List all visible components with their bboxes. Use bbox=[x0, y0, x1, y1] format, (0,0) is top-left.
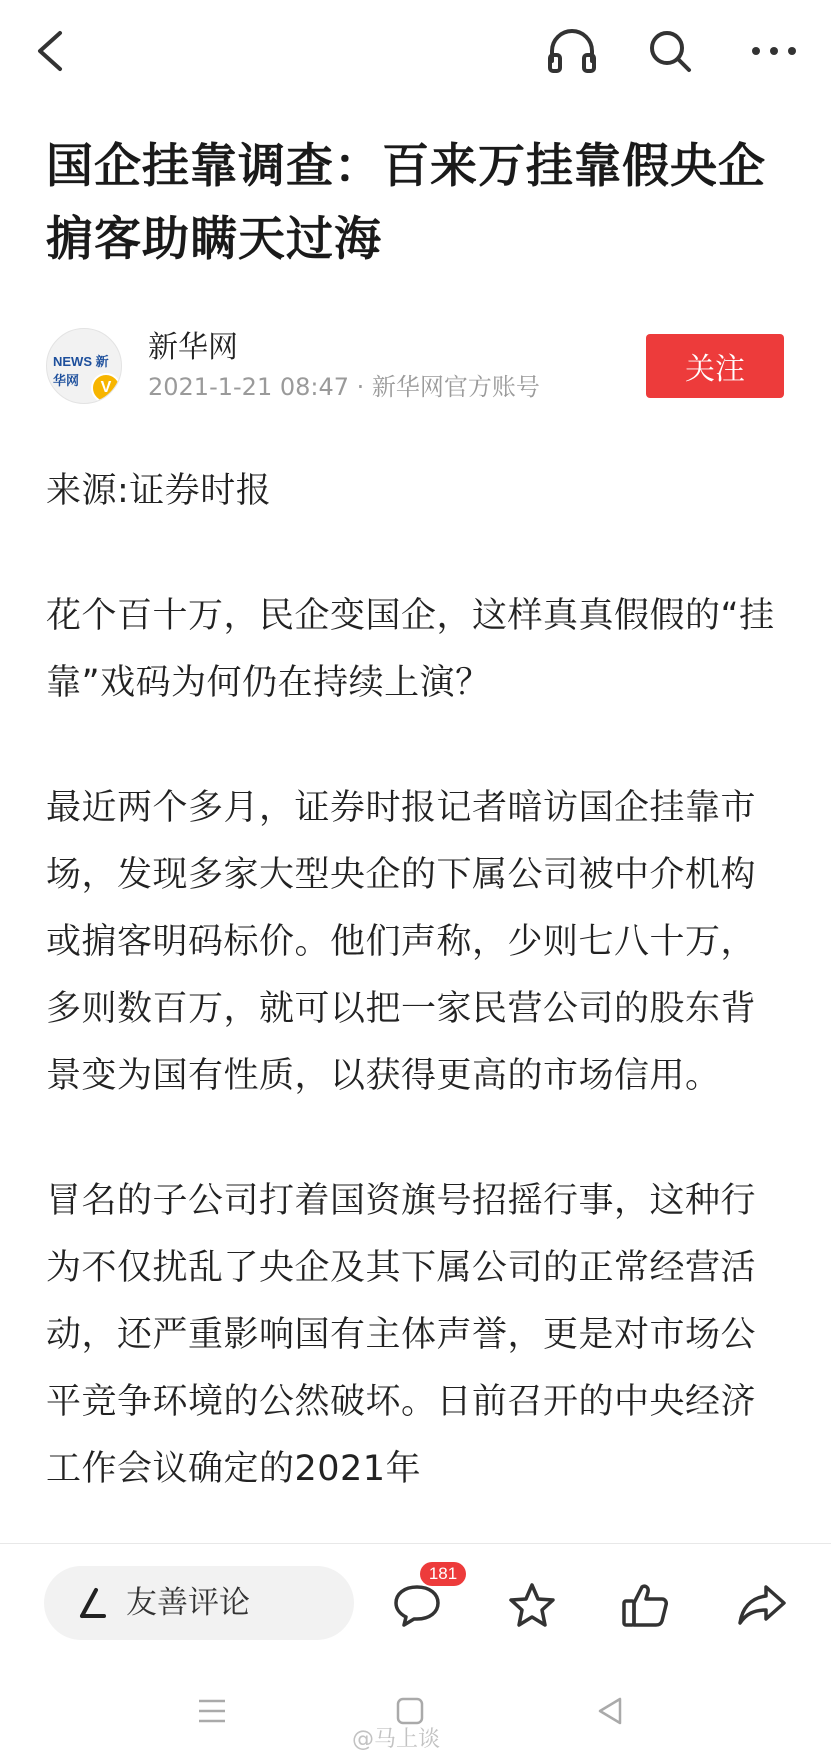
publish-meta: 2021-1-21 08:47 · 新华网官方账号 bbox=[148, 373, 540, 401]
comments-button[interactable] bbox=[382, 1564, 458, 1640]
author-name[interactable]: 新华网 bbox=[148, 330, 238, 365]
search-icon bbox=[647, 28, 693, 74]
comment-icon bbox=[392, 1581, 442, 1629]
share-icon bbox=[736, 1581, 788, 1629]
back-button[interactable] bbox=[20, 18, 80, 84]
comment-input[interactable] bbox=[44, 1566, 354, 1640]
comment-count-badge: 181 bbox=[420, 1562, 466, 1586]
system-back-button[interactable] bbox=[580, 1686, 640, 1736]
article-paragraph: 来源:证券时报 bbox=[46, 471, 272, 511]
star-icon bbox=[507, 1581, 557, 1629]
top-navigation-bar bbox=[0, 0, 831, 100]
share-button[interactable] bbox=[727, 1570, 797, 1640]
article-paragraph: 冒名的子公司打着国资旗号招摇行事，这种行为不仅扰乱了央企及其下属公司的正常经营活动，还严重影响国有主体声誉，更是对市场公平竞争环境的公然破坏。日前召开的中央经济工作会议确定的2021年 bbox=[46, 1181, 757, 1489]
back-triangle-icon bbox=[596, 1696, 624, 1726]
author-info bbox=[46, 328, 786, 408]
author-avatar[interactable] bbox=[46, 328, 122, 404]
thumbs-up-icon bbox=[620, 1581, 670, 1629]
favorite-button[interactable] bbox=[497, 1570, 567, 1640]
pen-icon bbox=[74, 1586, 108, 1620]
home-icon bbox=[396, 1697, 424, 1725]
headphones-icon bbox=[547, 27, 597, 75]
more-horizontal-icon bbox=[750, 45, 798, 57]
article-paragraph: 最近两个多月，证券时报记者暗访国企挂靠市场，发现多家大型央企的下属公司被中介机构或掮客明码标价。他们声称，少则七八十万，多则数百万，就可以把一家民营公司的股东背景变为国有性质，以获得更高的市场信用。 bbox=[46, 788, 757, 1096]
avatar-logo-text: NEWS 新华网 bbox=[53, 354, 109, 388]
system-navigation-bar bbox=[0, 1664, 831, 1761]
recent-apps-button[interactable] bbox=[182, 1686, 242, 1736]
like-button[interactable] bbox=[610, 1570, 680, 1640]
menu-icon bbox=[197, 1698, 227, 1724]
follow-button[interactable]: 关注 bbox=[646, 334, 784, 398]
bottom-action-bar bbox=[0, 1544, 831, 1664]
more-options-button[interactable] bbox=[738, 18, 810, 84]
article-body bbox=[46, 458, 786, 1561]
verified-badge-icon: V bbox=[91, 373, 121, 403]
listen-button[interactable] bbox=[536, 18, 608, 84]
comment-placeholder: 友善评论 bbox=[126, 1585, 250, 1621]
watermark: @马上谈 bbox=[352, 1727, 441, 1752]
article-title: 国企挂靠调查：百来万挂靠假央企 掮客助瞒天过海 bbox=[46, 139, 766, 267]
chevron-left-icon bbox=[32, 29, 68, 73]
article-paragraph: 花个百十万，民企变国企，这样真真假假的“挂靠”戏码为何仍在持续上演？ bbox=[46, 596, 775, 703]
search-button[interactable] bbox=[634, 18, 706, 84]
